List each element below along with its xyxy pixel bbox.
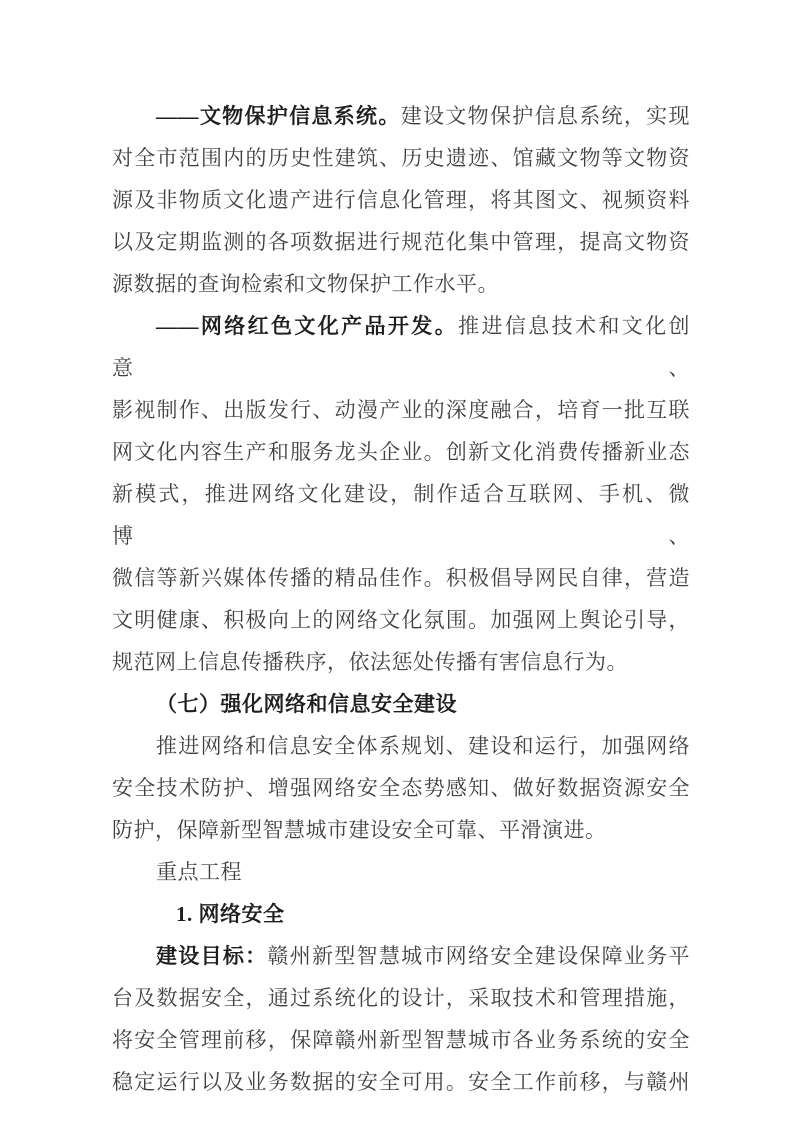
document-content: [112, 95, 690, 1103]
para-key-projects-label-line-1: [112, 851, 690, 893]
text-run: 安全技术防护、增强网络安全态势感知、做好数据资源安全: [112, 776, 690, 800]
text-run: 建设文物保护信息系统，实现: [400, 104, 691, 128]
text-run: 新模式，推进网络文化建设，制作适合互联网、手机、微博、: [112, 482, 690, 548]
bold-text-run: （七）强化网络和信息安全建设: [156, 692, 457, 716]
text-run: 台及数据安全，通过系统化的设计，采取技术和管理措施，: [112, 986, 690, 1010]
para-red-culture-products-line-6: [112, 599, 690, 641]
text-run: 影视制作、出版发行、动漫产业的深度融合，培育一批互联: [112, 398, 690, 422]
bold-text-run: ——文物保护信息系统。: [156, 104, 401, 128]
text-run: 文明健康、积极向上的网络文化氛围。加强网上舆论引导，: [112, 608, 690, 632]
para-red-culture-products-line-1: [112, 305, 690, 389]
heading-section-seven-line-1: [112, 683, 690, 725]
heading-project-1-network-security-line-1: [112, 893, 690, 935]
text-run: 稳定运行以及业务数据的安全可用。安全工作前移，与赣州: [112, 1070, 690, 1094]
text-run: 微信等新兴媒体传播的精品佳作。积极倡导网民自律，营造: [112, 566, 690, 590]
para-construction-goal-line-2: [112, 977, 690, 1019]
para-security-overview-line-1: [112, 725, 690, 767]
para-construction-goal-line-1: [112, 935, 690, 977]
para-red-culture-products-line-3: [112, 431, 690, 473]
para-red-culture-products-line-5: [112, 557, 690, 599]
text-run: 规范网上信息传播秩序，依法惩处传播有害信息行为。: [112, 650, 628, 674]
text-run: 源数据的查询检索和文物保护工作水平。: [112, 272, 499, 296]
text-run: 对全市范围内的历史性建筑、历史遗迹、馆藏文物等文物资: [112, 146, 690, 170]
para-construction-goal-line-4: [112, 1061, 690, 1103]
bold-text-run: 建设目标：: [156, 944, 268, 968]
para-heritage-info-system-line-3: [112, 179, 690, 221]
text-run: 将安全管理前移，保障赣州新型智慧城市各业务系统的安全: [112, 1028, 690, 1052]
para-heritage-info-system-line-1: [112, 95, 690, 137]
text-run: 防护，保障新型智慧城市建设安全可靠、平滑演进。: [112, 818, 607, 842]
text-run: 以及定期监测的各项数据进行规范化集中管理，提高文物资: [112, 230, 690, 254]
para-red-culture-products-line-4: [112, 473, 690, 557]
text-run: 推进信息技术和文化创意、: [112, 314, 691, 380]
para-security-overview-line-3: [112, 809, 690, 851]
bold-text-run: 1. 网络安全: [176, 902, 285, 926]
para-red-culture-products-line-2: [112, 389, 690, 431]
para-construction-goal-line-3: [112, 1019, 690, 1061]
text-run: 赣州新型智慧城市网络安全建设保障业务平: [267, 944, 691, 968]
para-heritage-info-system-line-5: [112, 263, 690, 305]
bold-text-run: ——网络红色文化产品开发。: [156, 314, 459, 338]
text-run: 推进网络和信息安全体系规划、建设和运行，加强网络: [156, 734, 690, 758]
text-run: 源及非物质文化遗产进行信息化管理，将其图文、视频资料: [112, 188, 690, 212]
text-run: 重点工程: [156, 860, 242, 884]
para-heritage-info-system-line-4: [112, 221, 690, 263]
para-heritage-info-system-line-2: [112, 137, 690, 179]
para-red-culture-products-line-7: [112, 641, 690, 683]
para-security-overview-line-2: [112, 767, 690, 809]
text-run: 网文化内容生产和服务龙头企业。创新文化消费传播新业态: [112, 440, 690, 464]
